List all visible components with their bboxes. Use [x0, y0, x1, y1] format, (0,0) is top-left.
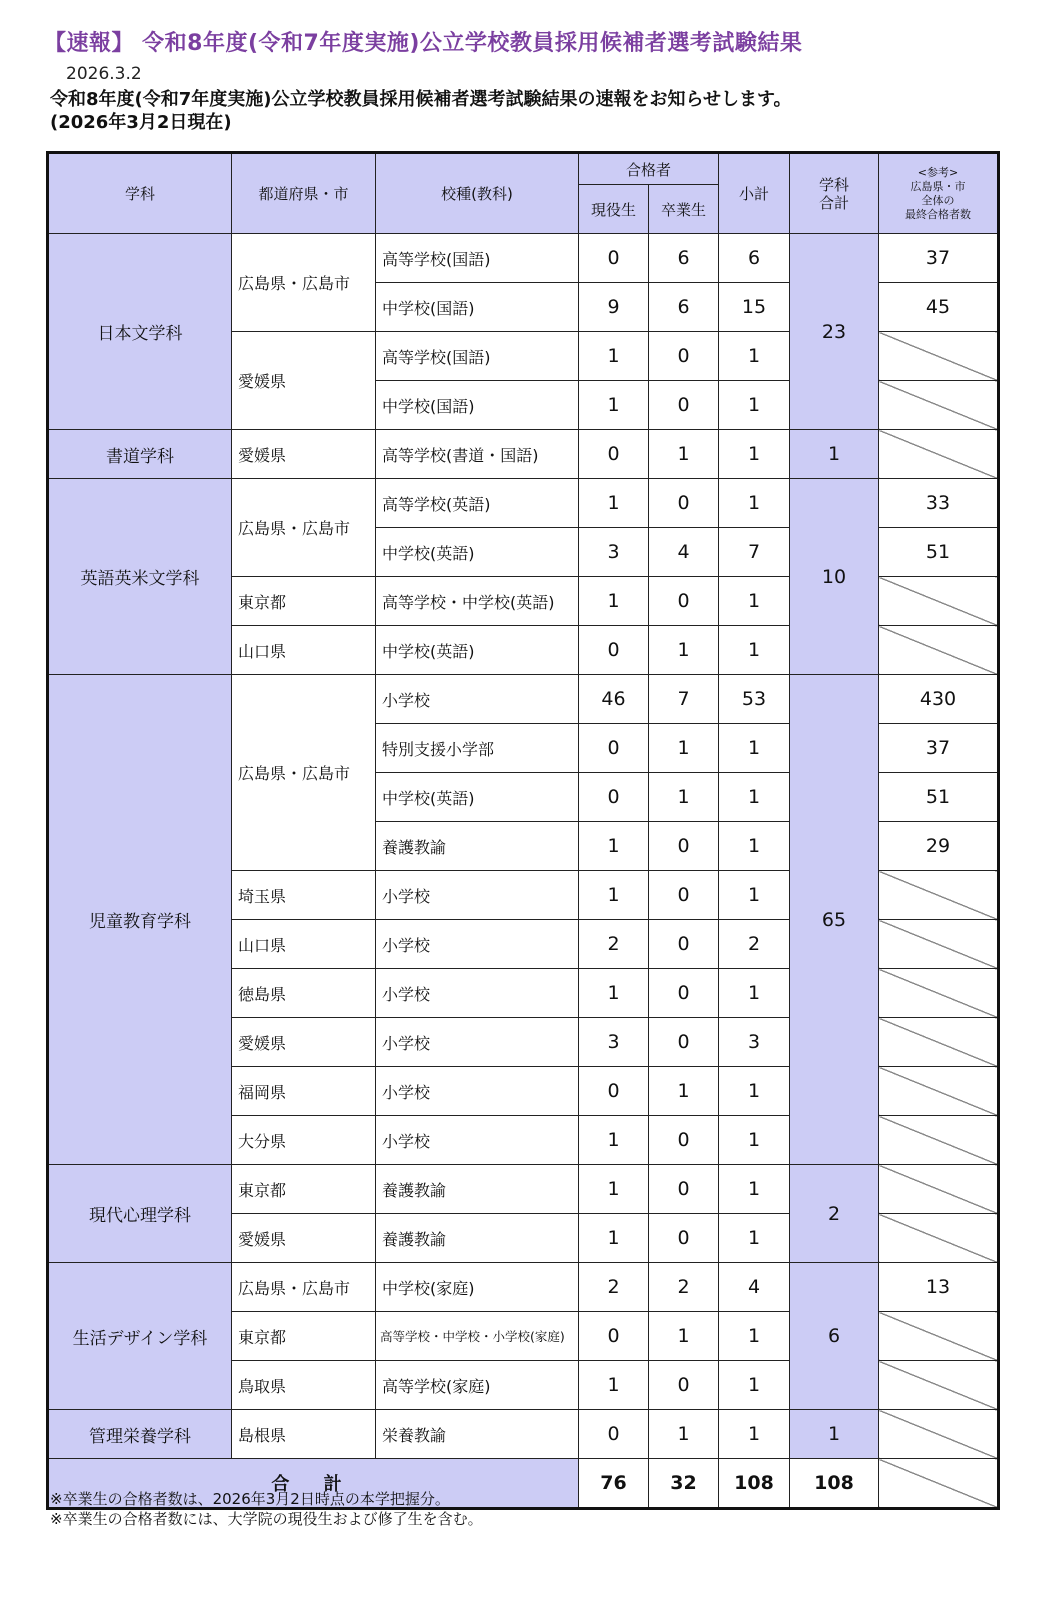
graduate-count: 7 — [649, 675, 719, 724]
school-type: 高等学校(国語) — [376, 332, 579, 381]
school-type: 中学校(国語) — [376, 283, 579, 332]
graduate-count: 0 — [649, 1116, 719, 1165]
reference-count: 51 — [879, 773, 999, 822]
pref-name: 愛媛県 — [232, 1214, 376, 1263]
pref-name: 愛媛県 — [232, 430, 376, 479]
pref-name: 山口県 — [232, 920, 376, 969]
graduate-count: 1 — [649, 1410, 719, 1459]
subtotal-count: 1 — [719, 1165, 790, 1214]
footnote-1: ※卒業生の合格者数は、2026年3月2日時点の本学把握分。 — [50, 1490, 450, 1508]
school-type: 小学校 — [376, 920, 579, 969]
graduate-count: 4 — [649, 528, 719, 577]
graduate-count: 0 — [649, 822, 719, 871]
current-count: 1 — [579, 1116, 649, 1165]
reference-empty-slash — [879, 871, 999, 920]
reference-empty-slash — [879, 1067, 999, 1116]
school-type: 高等学校(国語) — [376, 234, 579, 283]
subtotal-count: 1 — [719, 577, 790, 626]
pref-name: 東京都 — [232, 1312, 376, 1361]
current-count: 1 — [579, 577, 649, 626]
current-count: 1 — [579, 822, 649, 871]
lead-line-2: (2026年3月2日現在) — [50, 112, 232, 133]
current-count: 0 — [579, 1410, 649, 1459]
graduate-count: 0 — [649, 332, 719, 381]
reference-empty-slash — [879, 969, 999, 1018]
current-count: 0 — [579, 430, 649, 479]
school-type: 養護教諭 — [376, 822, 579, 871]
pref-name: 埼玉県 — [232, 871, 376, 920]
reference-count: 29 — [879, 822, 999, 871]
school-type: 高等学校(家庭) — [376, 1361, 579, 1410]
pref-name: 愛媛県 — [232, 1018, 376, 1067]
school-type: 小学校 — [376, 969, 579, 1018]
current-count: 0 — [579, 1067, 649, 1116]
grand-total-reference-empty-slash — [879, 1459, 999, 1509]
pref-name: 愛媛県 — [232, 332, 376, 430]
current-count: 2 — [579, 1263, 649, 1312]
school-type: 中学校(国語) — [376, 381, 579, 430]
subtotal-count: 1 — [719, 332, 790, 381]
current-count: 1 — [579, 332, 649, 381]
pref-name: 島根県 — [232, 1410, 376, 1459]
dept-total: 6 — [790, 1263, 879, 1410]
pref-name: 東京都 — [232, 577, 376, 626]
graduate-count: 0 — [649, 871, 719, 920]
grand-total-label: 合 計 — [48, 1459, 579, 1509]
current-count: 1 — [579, 1361, 649, 1410]
dept-name: 児童教育学科 — [48, 675, 232, 1165]
header-dept: 学科 — [48, 153, 232, 234]
current-count: 1 — [579, 1165, 649, 1214]
school-type: 高等学校(英語) — [376, 479, 579, 528]
current-count: 46 — [579, 675, 649, 724]
graduate-count: 0 — [649, 1165, 719, 1214]
dept-name: 現代心理学科 — [48, 1165, 232, 1263]
header-pref: 都道府県・市 — [232, 153, 376, 234]
current-count: 0 — [579, 724, 649, 773]
subtotal-count: 2 — [719, 920, 790, 969]
subtotal-count: 1 — [719, 1410, 790, 1459]
dept-total: 65 — [790, 675, 879, 1165]
reference-empty-slash — [879, 1165, 999, 1214]
header-passed: 合格者 — [579, 153, 719, 185]
reference-count: 13 — [879, 1263, 999, 1312]
page-title: 【速報】 令和8年度(令和7年度実施)公立学校教員採用候補者選考試験結果 — [44, 31, 803, 56]
current-count: 1 — [579, 479, 649, 528]
grand-total-current: 76 — [579, 1459, 649, 1509]
school-type: 小学校 — [376, 675, 579, 724]
header-school: 校種(教科) — [376, 153, 579, 234]
table-row — [48, 675, 999, 724]
subtotal-count: 1 — [719, 381, 790, 430]
school-type: 高等学校(書道・国語) — [376, 430, 579, 479]
lead-line-1: 令和8年度(令和7年度実施)公立学校教員採用候補者選考試験結果の速報をお知らせします。 — [50, 89, 792, 110]
graduate-count: 1 — [649, 1067, 719, 1116]
current-count: 0 — [579, 1312, 649, 1361]
school-type: 養護教諭 — [376, 1165, 579, 1214]
subtotal-count: 6 — [719, 234, 790, 283]
current-count: 3 — [579, 1018, 649, 1067]
reference-empty-slash — [879, 430, 999, 479]
pref-name: 東京都 — [232, 1165, 376, 1214]
header-graduate: 卒業生 — [649, 185, 719, 234]
school-type: 中学校(英語) — [376, 528, 579, 577]
table-row — [48, 234, 999, 283]
reference-count: 37 — [879, 234, 999, 283]
subtotal-count: 7 — [719, 528, 790, 577]
reference-count: 33 — [879, 479, 999, 528]
header-ref-line2: 広島県・市 — [910, 179, 966, 193]
grand-total-subtotal: 108 — [719, 1459, 790, 1509]
school-type: 中学校(英語) — [376, 626, 579, 675]
current-count: 1 — [579, 1214, 649, 1263]
reference-count: 430 — [879, 675, 999, 724]
pref-name: 広島県・広島市 — [232, 675, 376, 871]
subtotal-count: 1 — [719, 724, 790, 773]
table-row — [48, 1410, 999, 1459]
graduate-count: 1 — [649, 1312, 719, 1361]
current-count: 0 — [579, 626, 649, 675]
graduate-count: 2 — [649, 1263, 719, 1312]
reference-empty-slash — [879, 920, 999, 969]
reference-empty-slash — [879, 1410, 999, 1459]
school-type: 小学校 — [376, 1067, 579, 1116]
pref-name: 広島県・広島市 — [232, 1263, 376, 1312]
subtotal-count: 1 — [719, 479, 790, 528]
school-type: 小学校 — [376, 1116, 579, 1165]
subtotal-count: 1 — [719, 1116, 790, 1165]
subtotal-count: 1 — [719, 969, 790, 1018]
reference-empty-slash — [879, 332, 999, 381]
reference-empty-slash — [879, 1214, 999, 1263]
dept-name: 日本文学科 — [48, 234, 232, 430]
dept-total: 1 — [790, 1410, 879, 1459]
reference-empty-slash — [879, 1312, 999, 1361]
school-type: 中学校(家庭) — [376, 1263, 579, 1312]
subtotal-count: 1 — [719, 430, 790, 479]
reference-count: 45 — [879, 283, 999, 332]
header-dept-total-line1: 学科 — [819, 175, 850, 194]
dept-total: 2 — [790, 1165, 879, 1263]
graduate-count: 0 — [649, 920, 719, 969]
current-count: 0 — [579, 773, 649, 822]
publish-date: 2026.3.2 — [66, 64, 142, 84]
school-type: 高等学校・中学校(英語) — [376, 577, 579, 626]
school-type: 栄養教諭 — [376, 1410, 579, 1459]
reference-empty-slash — [879, 1361, 999, 1410]
subtotal-count: 53 — [719, 675, 790, 724]
current-count: 0 — [579, 234, 649, 283]
footnotes — [50, 1489, 483, 1529]
graduate-count: 1 — [649, 430, 719, 479]
graduate-count: 0 — [649, 1018, 719, 1067]
reference-empty-slash — [879, 381, 999, 430]
current-count: 1 — [579, 969, 649, 1018]
school-type: 小学校 — [376, 871, 579, 920]
pref-name: 福岡県 — [232, 1067, 376, 1116]
table-row — [48, 479, 999, 528]
subtotal-count: 3 — [719, 1018, 790, 1067]
graduate-count: 0 — [649, 479, 719, 528]
pref-name: 徳島県 — [232, 969, 376, 1018]
current-count: 2 — [579, 920, 649, 969]
current-count: 1 — [579, 381, 649, 430]
graduate-count: 0 — [649, 1214, 719, 1263]
subtotal-count: 1 — [719, 1067, 790, 1116]
graduate-count: 0 — [649, 969, 719, 1018]
dept-name: 生活デザイン学科 — [48, 1263, 232, 1410]
subtotal-count: 4 — [719, 1263, 790, 1312]
header-current: 現役生 — [579, 185, 649, 234]
subtotal-count: 1 — [719, 1214, 790, 1263]
results-table — [46, 151, 1000, 1510]
current-count: 1 — [579, 871, 649, 920]
graduate-count: 6 — [649, 283, 719, 332]
school-type: 高等学校・中学校・小学校(家庭) — [376, 1312, 579, 1361]
subtotal-count: 1 — [719, 822, 790, 871]
dept-total: 1 — [790, 430, 879, 479]
subtotal-count: 1 — [719, 1361, 790, 1410]
school-type: 養護教諭 — [376, 1214, 579, 1263]
graduate-count: 0 — [649, 381, 719, 430]
subtotal-count: 1 — [719, 1312, 790, 1361]
current-count: 9 — [579, 283, 649, 332]
subtotal-count: 1 — [719, 871, 790, 920]
reference-count: 51 — [879, 528, 999, 577]
table-row — [48, 430, 999, 479]
graduate-count: 1 — [649, 724, 719, 773]
header-dept-total — [790, 153, 879, 234]
graduate-count: 1 — [649, 773, 719, 822]
header-reference — [879, 153, 999, 234]
graduate-count: 6 — [649, 234, 719, 283]
table-row — [48, 1165, 999, 1214]
reference-empty-slash — [879, 1018, 999, 1067]
lead-text — [50, 88, 792, 134]
current-count: 3 — [579, 528, 649, 577]
subtotal-count: 15 — [719, 283, 790, 332]
dept-name: 書道学科 — [48, 430, 232, 479]
footnote-2: ※卒業生の合格者数には、大学院の現役生および修了生を含む。 — [50, 1510, 483, 1528]
pref-name: 山口県 — [232, 626, 376, 675]
header-ref-line3: 全体の — [921, 193, 955, 207]
pref-name: 広島県・広島市 — [232, 234, 376, 332]
dept-name: 英語英米文学科 — [48, 479, 232, 675]
grand-total-dept-total: 108 — [790, 1459, 879, 1509]
grand-total-graduate: 32 — [649, 1459, 719, 1509]
header-dept-total-line2: 合計 — [819, 193, 850, 212]
school-type: 中学校(英語) — [376, 773, 579, 822]
table-row — [48, 1263, 999, 1312]
graduate-count: 1 — [649, 626, 719, 675]
reference-count: 37 — [879, 724, 999, 773]
header-ref-line1: <参考> — [917, 165, 959, 179]
subtotal-count: 1 — [719, 626, 790, 675]
pref-name: 鳥取県 — [232, 1361, 376, 1410]
graduate-count: 0 — [649, 577, 719, 626]
header-subtotal: 小計 — [719, 153, 790, 234]
header-ref-line4: 最終合格者数 — [905, 207, 972, 221]
subtotal-count: 1 — [719, 773, 790, 822]
school-type: 小学校 — [376, 1018, 579, 1067]
dept-name: 管理栄養学科 — [48, 1410, 232, 1459]
school-type: 特別支援小学部 — [376, 724, 579, 773]
reference-empty-slash — [879, 626, 999, 675]
reference-empty-slash — [879, 1116, 999, 1165]
pref-name: 大分県 — [232, 1116, 376, 1165]
dept-total: 23 — [790, 234, 879, 430]
reference-empty-slash — [879, 577, 999, 626]
pref-name: 広島県・広島市 — [232, 479, 376, 577]
graduate-count: 0 — [649, 1361, 719, 1410]
dept-total: 10 — [790, 479, 879, 675]
